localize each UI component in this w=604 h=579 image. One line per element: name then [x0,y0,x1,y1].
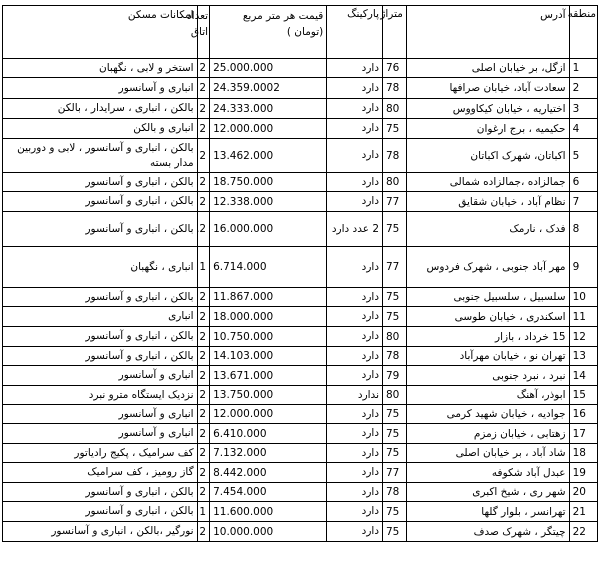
cell-features: نورگیر ،بالکن ، انباری و آسانسور [3,522,198,542]
cell-area: 77 [383,463,407,483]
cell-address: ازگل، بر خیابان اصلی [406,59,569,78]
cell-price: 8.442.000 [210,463,327,483]
cell-area: 75 [383,424,407,444]
cell-rooms: 2 [197,173,210,192]
cell-features: بالکن ، انباری و آسانسور [3,192,198,212]
cell-features: بالکن ، انباری و آسانسور [3,347,198,366]
cell-rooms: 2 [197,192,210,212]
cell-rooms: 2 [197,483,210,502]
cell-region: 7 [569,192,597,212]
cell-area: 76 [383,59,407,78]
cell-area: 80 [383,386,407,405]
header-address: آدرس [406,6,569,59]
table-row [3,463,598,483]
cell-address: تهرانسر ، بلوار گلها [406,502,569,522]
table-row [3,139,598,173]
cell-rooms: 2 [197,327,210,347]
cell-address: جوادیه ، خیابان شهید کرمی [406,405,569,424]
table-row [3,288,598,307]
cell-price: 16.000.000 [210,212,327,247]
cell-address: اختیاریه ، خیابان کیکاووس [406,99,569,119]
cell-features: بالکن ، انباری و آسانسور [3,212,198,247]
cell-price: 12.000.000 [210,405,327,424]
cell-area: 75 [383,502,407,522]
cell-parking: دارد [327,192,383,212]
cell-rooms: 2 [197,78,210,99]
cell-parking: ندارد [327,386,383,405]
cell-address: تهران نو ، خیابان مهرآباد [406,347,569,366]
cell-region: 4 [569,119,597,139]
cell-price: 18.750.000 [210,173,327,192]
cell-features: بالکن ، انباری ، سرایدار ، بالکن [3,99,198,119]
cell-features: انباری [3,307,198,327]
table-row [3,119,598,139]
cell-region: 6 [569,173,597,192]
cell-address: اسکندری ، خیابان طوسی [406,307,569,327]
cell-region: 22 [569,522,597,542]
cell-price: 6.714.000 [210,247,327,288]
table-row [3,522,598,542]
cell-address: جمالزاده ،جمالزاده شمالی [406,173,569,192]
cell-area: 80 [383,99,407,119]
cell-parking: دارد [327,347,383,366]
cell-parking: دارد [327,424,383,444]
cell-rooms: 2 [197,119,210,139]
cell-price: 7.132.000 [210,444,327,463]
cell-rooms: 2. [197,212,210,247]
cell-area: 80 [383,327,407,347]
table-row [3,366,598,386]
cell-parking: دارد [327,59,383,78]
cell-rooms: 2 [197,522,210,542]
cell-address: ابوذر، آهنگ [406,386,569,405]
cell-price: 13.750.000 [210,386,327,405]
cell-region: 17 [569,424,597,444]
cell-region: 5 [569,139,597,173]
cell-price: 13.462.000 [210,139,327,173]
table-row [3,78,598,99]
cell-rooms: 2 [197,347,210,366]
cell-address: عبدل آباد شکوفه [406,463,569,483]
cell-address: حکیمیه ، برج ارغوان [406,119,569,139]
cell-price: 12.000.000 [210,119,327,139]
cell-region: 2 [569,78,597,99]
cell-parking: دارد [327,247,383,288]
cell-area: 75 [383,405,407,424]
header-parking: پارکینگ [327,6,383,59]
table-row [3,247,598,288]
cell-rooms: 2 [197,444,210,463]
cell-address: شهر ری ، شیخ اکبری [406,483,569,502]
cell-rooms: 2 [197,139,210,173]
cell-parking: دارد [327,288,383,307]
cell-features: استخر و لابی ، نگهبان [3,59,198,78]
cell-address: 15 خرداد ، بازار [406,327,569,347]
cell-area: 78 [383,483,407,502]
header-features: امکانات مسکن [3,6,198,59]
cell-rooms: 2 [197,463,210,483]
table-row [3,483,598,502]
cell-area: 77 [383,247,407,288]
cell-region: 8 [569,212,597,247]
cell-price: 6.410.000 [210,424,327,444]
cell-region: 11 [569,307,597,327]
header-region: منطقه [569,6,597,59]
cell-parking: دارد [327,483,383,502]
cell-parking: دارد [327,502,383,522]
cell-rooms: 2 [197,307,210,327]
cell-area: 75 [383,212,407,247]
cell-region: 18 [569,444,597,463]
table-row [3,444,598,463]
table-header-row [3,6,598,59]
cell-parking: دارد [327,463,383,483]
cell-features: انباری و آسانسور [3,366,198,386]
cell-features: بالکن ، انباری و آسانسور [3,173,198,192]
cell-parking: دارد [327,119,383,139]
cell-price: 10.000.000 [210,522,327,542]
table-row [3,307,598,327]
cell-price: 10.750.000 [210,327,327,347]
cell-region: 20 [569,483,597,502]
cell-rooms: 2 [197,405,210,424]
cell-region: 13 [569,347,597,366]
cell-parking: دارد [327,78,383,99]
cell-address: سلسبیل ، سلسبیل جنوبی [406,288,569,307]
cell-price: 24.333.000 [210,99,327,119]
cell-features: انباری و آسانسور [3,405,198,424]
cell-area: 75 [383,288,407,307]
cell-features: انباری ، نگهبان [3,247,198,288]
cell-rooms: 2 [197,424,210,444]
cell-address: سعادت آباد، خیابان صرافها [406,78,569,99]
cell-price: 18.000.000 [210,307,327,327]
header-price: قیمت هر متر مربع (تومان ) [210,6,327,59]
cell-features: نزدیک ایستگاه مترو نبرد [3,386,198,405]
cell-area: 78 [383,139,407,173]
header-rooms: تعداد اتاق [197,6,210,59]
cell-parking: دارد [327,444,383,463]
cell-parking: دارد [327,139,383,173]
cell-features: انباری و آسانسور [3,424,198,444]
cell-region: 14 [569,366,597,386]
cell-features: کف سرامیک ، پکیج رادیاتور [3,444,198,463]
housing-table-container [2,5,598,542]
cell-features: انباری و آسانسور [3,78,198,99]
cell-area: 78 [383,78,407,99]
cell-rooms: 2 [197,99,210,119]
cell-region: 1 [569,59,597,78]
table-row [3,59,598,78]
cell-rooms: 2 [197,386,210,405]
header-area: متراژ [383,6,407,59]
cell-area: 75 [383,307,407,327]
cell-area: 77 [383,192,407,212]
cell-address: نظام آباد ، خیابان شقایق [406,192,569,212]
cell-area: 75 [383,444,407,463]
cell-address: نبرد ، نبرد جنوبی [406,366,569,386]
cell-price: 7.454.000 [210,483,327,502]
cell-rooms: 2 [197,288,210,307]
cell-rooms: 1 [197,247,210,288]
cell-area: 80 [383,173,407,192]
cell-parking: دارد [327,366,383,386]
cell-address: زهتابی ، خیابان زمزم [406,424,569,444]
cell-parking: دارد [327,327,383,347]
cell-region: 15 [569,386,597,405]
cell-price: 11.867.000 [210,288,327,307]
cell-parking: دارد [327,99,383,119]
table-row [3,424,598,444]
cell-features: بالکن ، انباری و آسانسور [3,327,198,347]
cell-region: 12 [569,327,597,347]
cell-price: 24.359.0002 [210,78,327,99]
cell-rooms: 2 [197,59,210,78]
cell-area: 75 [383,522,407,542]
cell-address: مهر آباد جنوبی ، شهرک فردوس [406,247,569,288]
cell-parking: دارد [327,307,383,327]
table-row [3,386,598,405]
table-body [3,59,598,542]
table-row [3,212,598,247]
cell-price: 25.000.000 [210,59,327,78]
cell-region: 9 [569,247,597,288]
cell-features: بالکن ، انباری و آسانسور ، لابی و دوربین مدار بسته [3,139,198,173]
cell-parking: دارد [327,173,383,192]
cell-parking: دارد [327,405,383,424]
cell-address: اکباتان، شهرک اکباتان [406,139,569,173]
cell-features: بالکن ، انباری و آسانسور [3,483,198,502]
cell-features: بالکن ، انباری و آسانسور [3,502,198,522]
cell-price: 13.671.000 [210,366,327,386]
cell-area: 79 [383,366,407,386]
table-row [3,173,598,192]
cell-features: بالکن ، انباری و آسانسور [3,288,198,307]
cell-region: 3 [569,99,597,119]
cell-price: 11.600.000 [210,502,327,522]
cell-rooms: 2 [197,366,210,386]
table-row [3,502,598,522]
cell-address: شاد آباد ، بر خیابان اصلی [406,444,569,463]
cell-parking: دارد [327,522,383,542]
cell-area: 78 [383,347,407,366]
table-row [3,99,598,119]
table-row [3,192,598,212]
cell-address: چیتگر ، شهرک صدف [406,522,569,542]
cell-rooms: 1 [197,502,210,522]
table-row [3,347,598,366]
cell-region: 21 [569,502,597,522]
table-row [3,405,598,424]
cell-region: 10 [569,288,597,307]
cell-features: انباری و بالکن [3,119,198,139]
cell-price: 12.338.000 [210,192,327,212]
cell-features: گاز رومیز ، کف سرامیک [3,463,198,483]
cell-region: 19 [569,463,597,483]
cell-address: فدک ، نارمک [406,212,569,247]
cell-price: 14.103.000 [210,347,327,366]
cell-area: 75 [383,119,407,139]
table-row [3,327,598,347]
housing-price-table [2,5,598,542]
cell-parking: 2 عدد دارد [327,212,383,247]
cell-region: 16 [569,405,597,424]
